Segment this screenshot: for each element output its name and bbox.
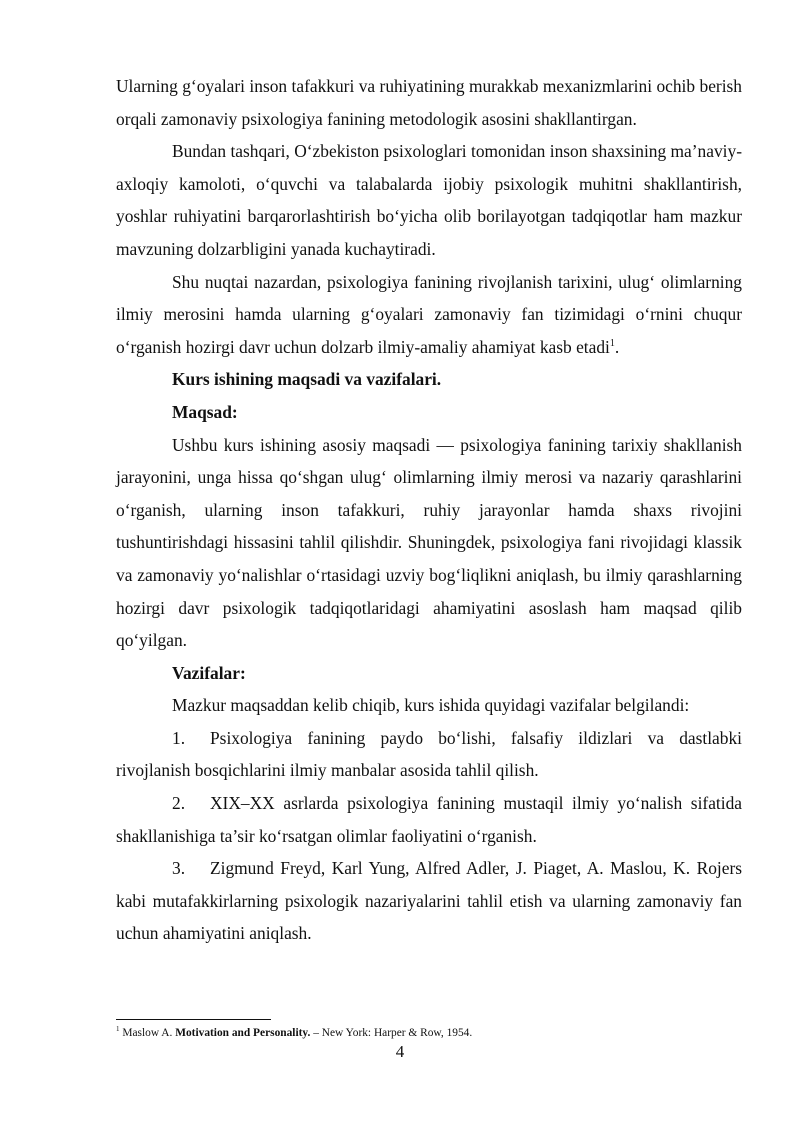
task-item-2 (116, 787, 742, 852)
paragraph-3: Shu nuqtai nazardan, psixologiya fanining rivojlanish tarixini, ulug‘ olimlarning ilmiy merosini hamda ularning g‘oyalari zamonaviy fan tizimidagi o‘rnini chuqur o‘rganish hozirgi davr uchun dolzarb ilmiy-amaliy ahamiyat kasb etadi$^1$. (116, 271, 742, 357)
goal-paragraph: Ushbu kurs ishining asosiy maqsadi — psixologiya fanining tarixiy shakllanish jarayonini, unga hissa qo‘shgan ulug‘ olimlarning ilmiy merosi va nazariy qarashlarini o‘rganish, ularning inson tafakkuri, ruhiy jarayonlar hamda shaxs rivojini tushuntirishdagi hissasini tahlil qilishdir. Shuningdek, psixologiya fani rivojidagi klassik va zamonaviy yo‘nalishlar o‘rtasidagi uzviy bog‘liqlikni aniqlash, bu ilmiy qarashlarning hozirgi davr psixologik tadqiqotlaridagi ahamiyatini asoslash ham maqsad qilib qo‘yilgan. (116, 434, 742, 651)
tasks-intro: Mazkur maqsaddan kelib chiqib, kurs ishida quyidagi vazifalar belgilandi: (172, 695, 690, 716)
paragraph-1: Ularning g‘oyalari inson tafakkuri va ruhiyatining murakkab mexanizmlarini ochib berish orqali zamonaviy psixologiya fanining metodologik asosini shakllantirgan. (116, 76, 742, 129)
footnote-divider (116, 1019, 271, 1020)
footnote-mark: 1 (116, 1025, 120, 1034)
tasks-heading: Vazifalar: (172, 662, 246, 683)
document-body (116, 70, 742, 950)
footnote-publisher: – New York: Harper & Row, 1954. (313, 1027, 473, 1039)
task-number: 3. (172, 858, 186, 879)
task-number: 2. (172, 793, 186, 814)
footnote (116, 1026, 742, 1041)
task-text: Zigmund Freyd, Karl Yung, Alfred Adler, J. Piaget, A. Maslou, K. Rojers kabi mutafakkirlarning psixologik nazariyalarini tahlil etish va ularning zamonaviy fan uchun ahamiyatini aniqlash. (116, 858, 742, 944)
footnote-title: Motivation and Personality. (175, 1027, 311, 1039)
footnote-author: Maslow A. (122, 1027, 173, 1039)
footnote-reference[interactable]: 1 (609, 337, 615, 349)
task-number: 1. (172, 727, 186, 748)
section-heading: Kurs ishining maqsadi va vazifalari. (172, 369, 442, 390)
paragraph-3-text: Shu nuqtai nazardan, psixologiya fanining rivojlanish tarixini, ulug‘ olimlarning ilmiy merosini hamda ularning g‘oyalari zamonaviy fan tizimidagi o‘rnini chuqur o‘rganish hozirgi davr uchun dolzarb ilmiy-amaliy ahamiyat kasb etadi (116, 271, 742, 357)
page-number: 4 (395, 1042, 405, 1061)
task-item-1 (116, 722, 742, 787)
paragraph-2: Bundan tashqari, O‘zbekiston psixologlari tomonidan inson shaxsining ma’naviy-axloqiy kamoloti, o‘quvchi va talabalarda ijobiy psixologik muhitni shakllantirish, yoshlar ruhiyatini barqarorlashtirish bo‘yicha olib borilayotgan tadqiqotlar ham mazkur mavzuning dolzarbligini yanada kuchaytiradi. (116, 141, 742, 259)
task-item-3 (116, 852, 742, 950)
goal-heading: Maqsad: (172, 401, 238, 422)
task-text: XIX–XX asrlarda psixologiya fanining mustaqil ilmiy yo‘nalish sifatida shakllanishiga ta’sir ko‘rsatgan olimlar faoliyatini o‘rganish. (116, 793, 742, 846)
task-text: Psixologiya fanining paydo bo‘lishi, falsafiy ildizlari va dastlabki rivojlanish bosqichlarini ilmiy manbalar asosida tahlil qilish. (116, 727, 742, 781)
